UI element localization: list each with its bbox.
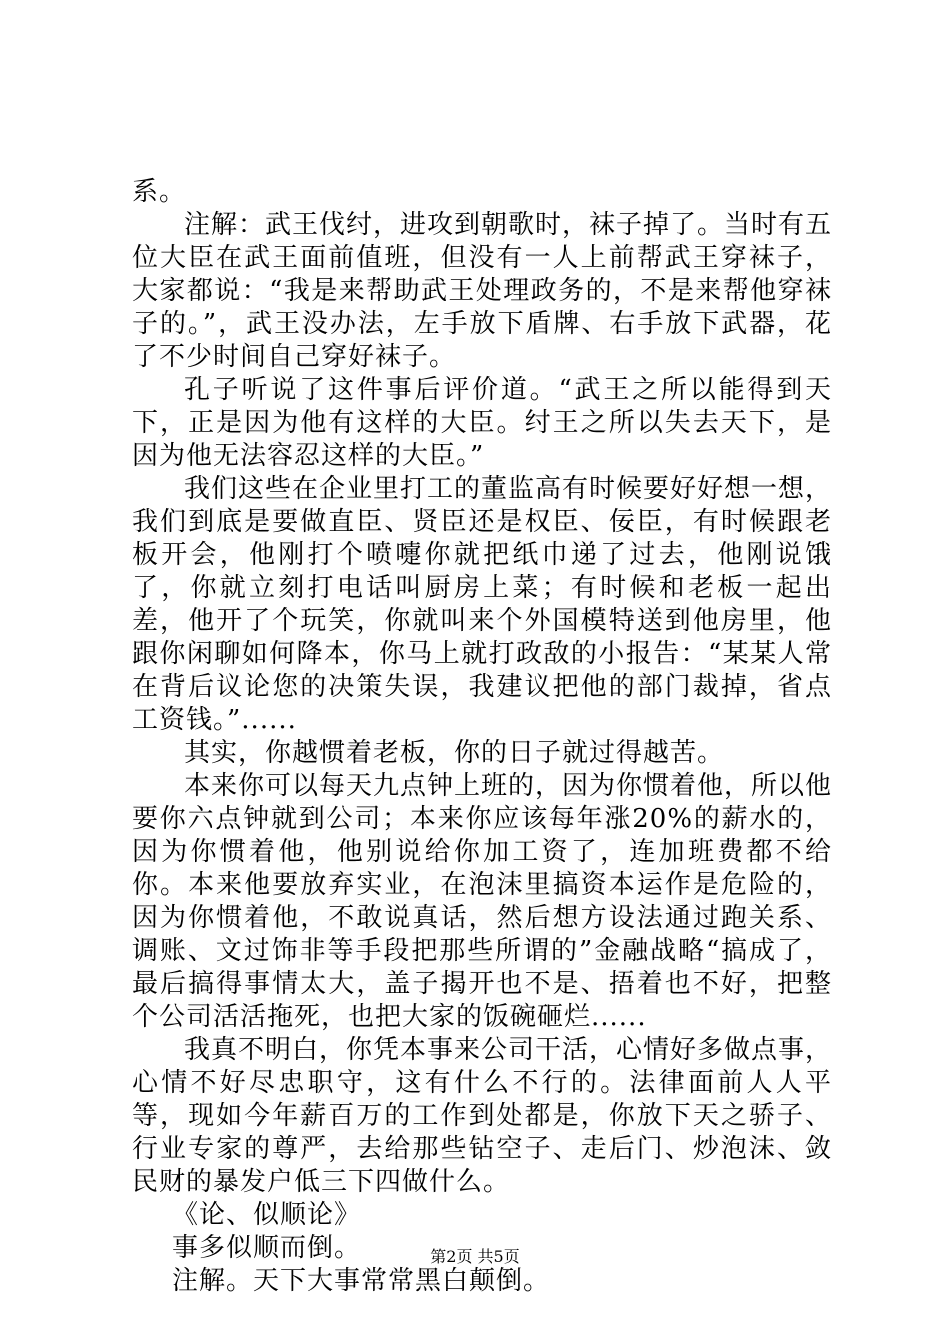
- paragraph-annotation-wuwang: 注解：武王伐纣，进攻到朝歌时，袜子掉了。当时有五位大臣在武王面前值班，但没有一人上前帮武王穿袜子，大家都说：“我是来帮助武王处理政务的，不是来帮他穿袜子的。”，武王没办法，左手放下盾牌、右手放下武器，花了不少时间自己穿好袜子。: [132, 210, 833, 372]
- paragraph-in-fact: 其实，你越惯着老板，你的日子就过得越苦。: [184, 738, 725, 768]
- paragraph-saying: 事多似顺而倒。: [172, 1233, 362, 1263]
- paragraph-confucius: 孔子听说了这件事后评价道。“武王之所以能得到天下，正是因为他有这样的大臣。纣王之所以失去天下，是因为他无法容忍这样的大臣。”: [132, 375, 832, 471]
- paragraph-executives: 我们这些在企业里打工的董监高有时候要好好想一想，我们到底是要做直臣、贤臣还是权臣、佞臣，有时候跟老板开会，他刚打个喷嚏你就把纸巾递了过去，他刚说饿了，你就立刻打电话叫厨房上菜；有时候和老板一起出差，他开了个玩笑，你就叫来个外国模特送到他房里，他跟你闲聊如何降本，你马上就打政敌的小报告：“某某人常在背后议论您的决策失误，我建议把他的部门裁掉，省点工资钱。”......: [132, 474, 833, 735]
- body-text: [132, 176, 832, 1298]
- paragraph-continuation: 系。: [132, 177, 187, 207]
- page-number-footer: 第2页 共5页: [430, 1247, 520, 1266]
- paragraph-annotation-last: 注解。天下大事常常黑白颠倒。: [172, 1266, 551, 1296]
- section-title: 《论、似顺论》: [172, 1200, 362, 1230]
- paragraph-i-dont-understand: 我真不明白，你凭本事来公司干活，心情好多做点事，心情不好尽忠职守，这有什么不行的。法律面前人人平等，现如今年薪百万的工作到处都是，你放下天之骄子、行业专家的尊严，去给那些钻空子、走后门、炒泡沫、敛民财的暴发户低三下四做什么。: [132, 1035, 833, 1197]
- paragraph-originally: 本来你可以每天九点钟上班的，因为你惯着他，所以他要你六点钟就到公司；本来你应该每年涨20%的薪水的，因为你惯着他，他别说给你加工资了，连加班费都不给你。本来他要放弃实业，在泡沫里搞资本运作是危险的，因为你惯着他，不敢说真话，然后想方设法通过跑关系、调账、文过饰非等手段把那些所谓的”金融战略“搞成了，最后搞得事情太大，盖子揭开也不是、捂着也不好，把整个公司活活拖死，也把大家的饭碗砸烂......: [132, 771, 833, 1032]
